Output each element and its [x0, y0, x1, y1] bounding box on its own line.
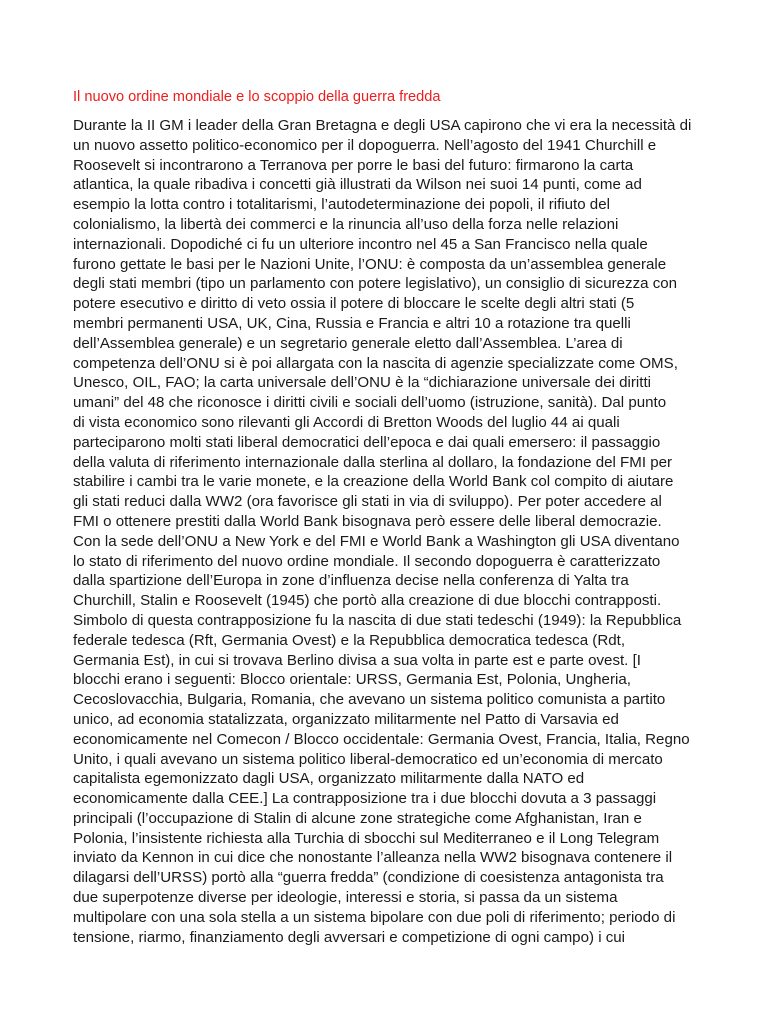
body-line: due superpotenze diverse per ideologie, interessi e storia, si passa da un sistema — [73, 889, 618, 907]
body-line: stabilire i cambi tra le varie monete, e la creazione della World Bank col compito di aiutare — [73, 473, 674, 491]
body-line: dell’Assemblea generale) e un segretario generale eletto dall’Assemblea. L’area di — [73, 334, 623, 352]
body-line: esempio la lotta contro i totalitarismi, l’autodeterminazione dei popoli, il rifiuto del — [73, 196, 610, 214]
body-line: membri permanenti USA, UK, Cina, Russia e Francia e altri 10 a rotazione tra quelli — [73, 314, 631, 332]
body-line: internazionali. Dopodiché ci fu un ulteriore incontro nel 45 a San Francisco nella quale — [73, 235, 648, 253]
body-line: Roosevelt si incontrarono a Terranova per porre le basi del futuro: firmarono la carta — [73, 156, 634, 174]
document-title: Il nuovo ordine mondiale e lo scoppio della guerra fredda — [73, 89, 441, 105]
body-line: Germania Est), in cui si trovava Berlino divisa a sua volta in parte est e parte ovest. [I — [73, 651, 641, 669]
body-line: Churchill, Stalin e Roosevelt (1945) che portò alla creazione di due blocchi contrapposti. — [73, 592, 662, 610]
body-line: capitalista egemonizzato dagli USA, organizzato militarmente dalla NATO ed — [73, 770, 585, 788]
body-line: gli stati reduci dalla WW2 (ora favorisce gli stati in via di sviluppo). Per poter accedere al — [73, 493, 662, 511]
body-line: tensione, riarmo, finanziamento degli avversari e competizione di ogni campo) i cui — [73, 928, 626, 946]
body-line: competenza dell’ONU si è poi allargata con la nascita di agenzie specializzate come OMS, — [73, 354, 678, 372]
body-line: potere esecutivo e diritto di veto ossia il potere di bloccare le scelte degli altri stati (5 — [73, 295, 635, 313]
body-line: un nuovo assetto politico-economico per il dopoguerra. Nell’agosto del 1941 Churchill e — [73, 136, 657, 154]
body-line: parteciparono molti stati liberal democratici dell’epoca e dai quali emersero: il passaggio — [73, 433, 661, 451]
body-line: inviato da Kennon in cui dice che nonostante l’alleanza nella WW2 bisognava contenere il — [73, 849, 673, 867]
body-line: colonialismo, la libertà dei commerci e la rinuncia all’uso della forza nelle relazioni — [73, 215, 619, 233]
body-line: blocchi erano i seguenti: Blocco orientale: URSS, Germania Est, Polonia, Ungheria, — [73, 671, 631, 689]
body-line: Polonia, l’insistente richiesta alla Turchia di sbocchi sul Mediterraneo e il Long Telegram — [73, 829, 660, 847]
body-line: lo stato di riferimento del nuovo ordine mondiale. Il secondo dopoguerra è caratterizzato — [73, 552, 661, 570]
body-line: Unito, i quali avevano un sistema politico liberal-democratico ed un’economia di mercato — [73, 750, 663, 768]
body-line: economicamente dalla CEE.] La contrapposizione tra i due blocchi dovuta a 3 passaggi — [73, 790, 657, 808]
body-line: furono gettate le basi per le Nazioni Unite, l’ONU: è composta da un’assemblea generale — [73, 255, 667, 273]
body-line: Durante la II GM i leader della Gran Bretagna e degli USA capirono che vi era la necessità di — [73, 117, 692, 134]
body-line: federale tedesca (Rft, Germania Ovest) e la Repubblica democratica tedesca (Rdt, — [73, 631, 626, 649]
body-line: Cecoslovacchia, Bulgaria, Romania, che avevano un sistema politico comunista a partito — [73, 691, 666, 709]
body-line: atlantica, la quale ribadiva i concetti già illustrati da Wilson nei suoi 14 punti, come ad — [73, 176, 642, 194]
body-line: multipolare con una sola stella a un sistema bipolare con due poli di riferimento; periodo di — [73, 908, 676, 926]
body-line: degli stati membri (tipo un parlamento con potere legislativo), un consiglio di sicurezza con — [73, 275, 678, 293]
body-line: Con la sede dell’ONU a New York e del FMI e World Bank a Washington gli USA diventano — [73, 532, 680, 550]
body-line: principali (l’occupazione di Stalin di alcune zone strategiche come Afghanistan, Iran e — [73, 809, 642, 827]
body-line: FMI o ottenere prestiti dalla World Bank bisognava però essere delle liberal democrazie. — [73, 512, 662, 530]
body-line: Unesco, OIL, FAO; la carta universale dell’ONU è la “dichiarazione universale dei diritti — [73, 374, 652, 392]
body-line: dalla spartizione dell’Europa in zone d’influenza decise nella conferenza di Yalta tra — [73, 572, 629, 590]
body-line: Simbolo di questa contrapposizione fu la nascita di due stati tedeschi (1949): la Repubblica — [73, 611, 682, 629]
body-line: umani” del 48 che riconosce i diritti civili e sociali dell’uomo (istruzione, sanità). Dal punto — [73, 394, 667, 412]
body-line: economicamente nel Comecon / Blocco occidentale: Germania Ovest, Francia, Italia, Regno — [73, 730, 690, 748]
body-line: unico, ad economia statalizzata, organizzato militarmente nel Patto di Varsavia ed — [73, 710, 619, 728]
body-line: di vista economico sono rilevanti gli Accordi di Bretton Woods del luglio 44 ai quali — [73, 413, 620, 431]
body-line: dilagarsi dell’URSS) portò alla “guerra fredda” (condizione di coesistenza antagonista tra — [73, 869, 664, 887]
body-line: della valuta di riferimento internazionale dalla sterlina al dollaro, la fondazione del FMI per — [73, 453, 673, 471]
document-body — [73, 116, 713, 947]
